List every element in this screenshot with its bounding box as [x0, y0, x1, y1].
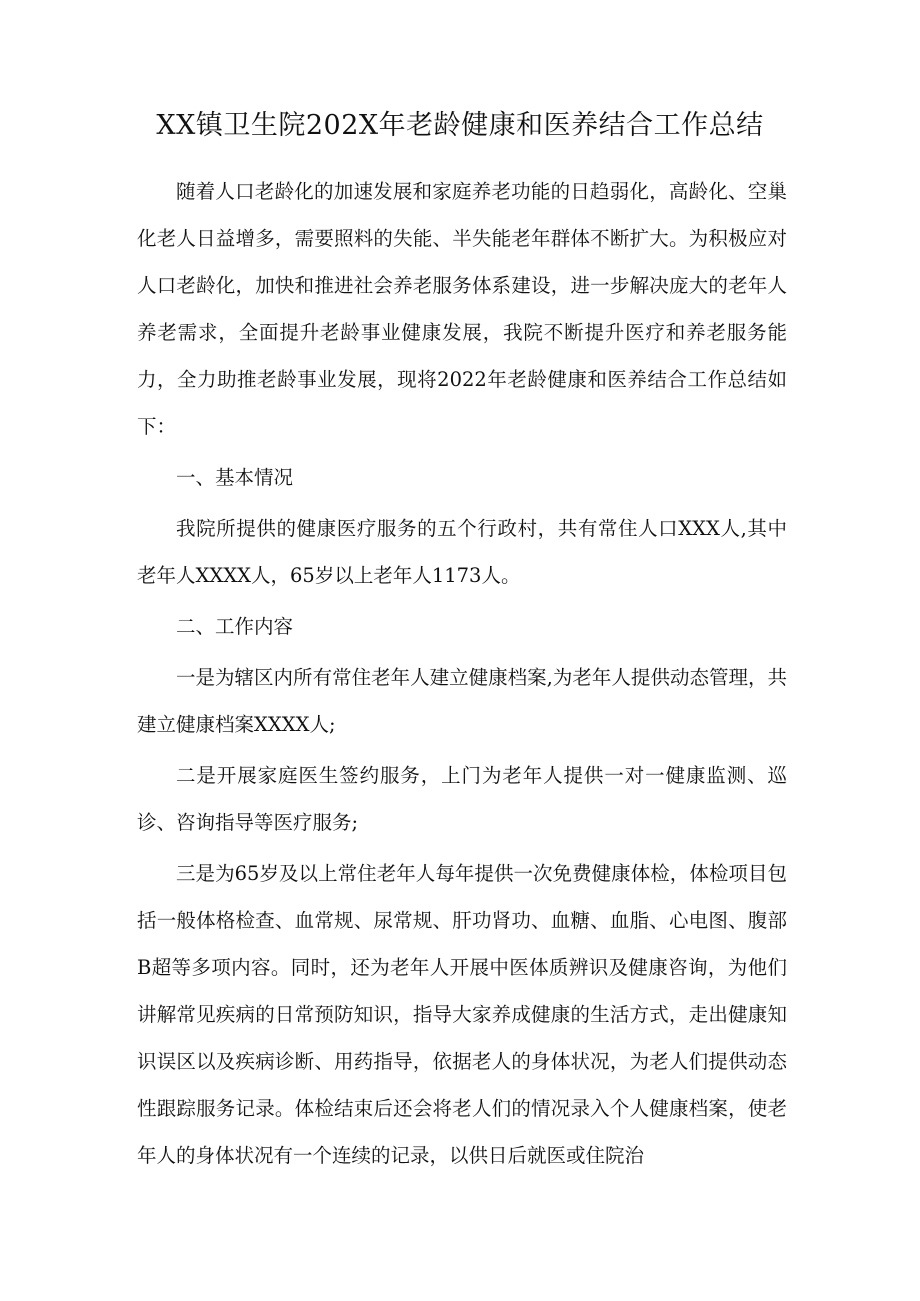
paragraph-family-doctor: 二是开展家庭医生签约服务，上门为老年人提供一对一健康监测、巡诊、咨询指导等医疗服务;	[137, 764, 787, 834]
document-body	[137, 168, 787, 1179]
paragraph-health-records: 一是为辖区内所有常住老年人建立健康档案,为老年人提供动态管理，共建立健康档案XXXX人;	[137, 666, 787, 736]
paragraph-health-checkup: 三是为65岁及以上常住老年人每年提供一次免费健康体检，体检项目包括一般体格检查、血常规、尿常规、肝功肾功、血糖、血脂、心电图、腹部B超等多项内容。同时，还为老年人开展中医体质辨识及健康咨询，为他们讲解常见疾病的日常预防知识，指导大家养成健康的生活方式，走出健康知识误区以及疾病诊断、用药指导，依据老人的身体状况，为老人们提供动态性跟踪服务记录。体检结束后还会将老人们的情况录入个人健康档案，使老年人的身体状况有一个连续的记录，以供日后就医或住院治	[137, 862, 787, 1167]
paragraph-intro: 随着人口老龄化的加速发展和家庭养老功能的日趋弱化，高龄化、空巢化老人日益增多，需要照料的失能、半失能老年群体不断扩大。为积极应对人口老龄化，加快和推进社会养老服务体系建设，进一步解决庞大的老年人养老需求，全面提升老龄事业健康发展，我院不断提升医疗和养老服务能力，全力助推老龄事业发展，现将2022年老龄健康和医养结合工作总结如下：	[137, 180, 787, 438]
document-title: XX镇卫生院202X年老龄健康和医养结合工作总结	[156, 110, 764, 141]
section-heading-work-content: 二、工作内容	[176, 615, 294, 638]
section-heading-basic-situation: 一、基本情况	[176, 466, 294, 489]
paragraph-basic-situation: 我院所提供的健康医疗服务的五个行政村，共有常住人口XXX人,其中老年人XXXX人，65岁以上老年人1173人。	[137, 517, 787, 587]
